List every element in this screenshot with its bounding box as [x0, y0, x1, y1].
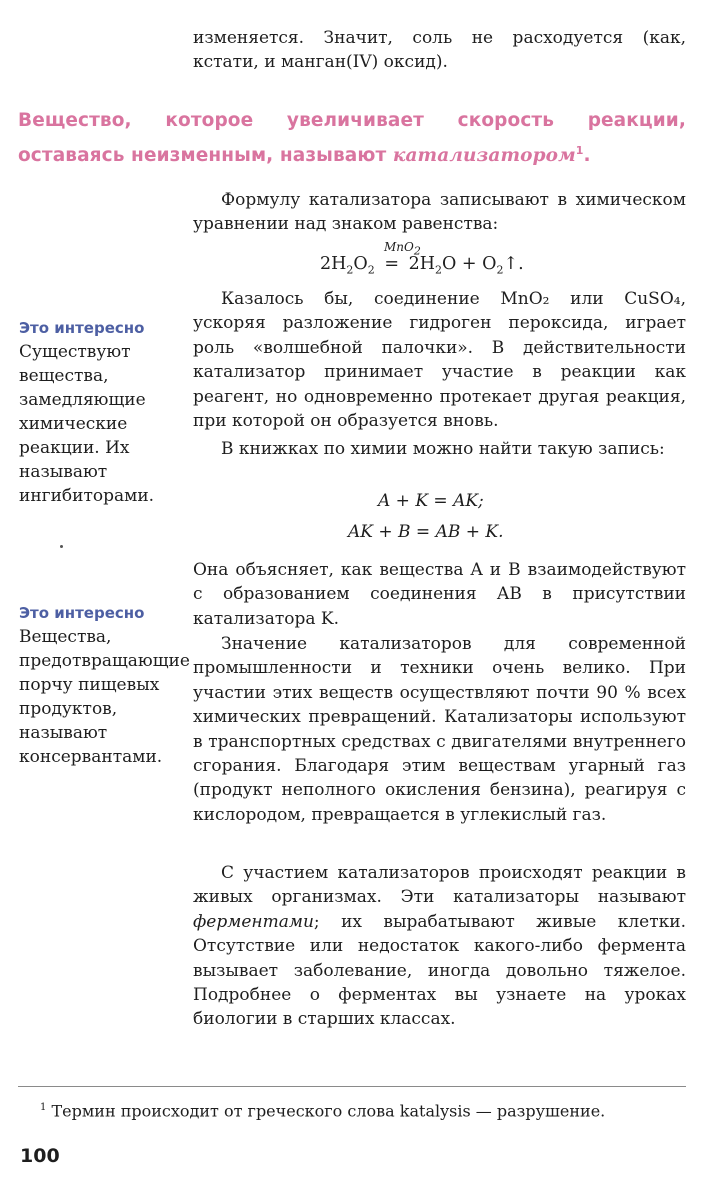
footnote-divider	[18, 1086, 686, 1087]
sidebar-title: Это интересно	[19, 319, 145, 337]
sidebar-inhibitors	[19, 318, 174, 508]
definition-text: Вещество, которое увеличивает скорость реакции, оставаясь неизменным, называют	[18, 110, 686, 167]
sidebar-title: Это интересно	[19, 604, 145, 622]
sidebar-preservatives	[19, 603, 190, 769]
definition-end: .	[583, 145, 591, 167]
equation-decomposition: MnO$_2$ $2H_2O_2 = 2H_2O$ + $O_2↑$.	[320, 240, 524, 277]
equation-catalyst: MnO$_2$	[384, 240, 421, 258]
sidebar-text: Существуют вещества, замедляющие химические реакции. Их называют ингибиторами.	[19, 342, 155, 506]
paragraph-catalyst-formula: Формулу катализатора записывают в химическом уравнении над знаком равенства:	[193, 190, 686, 235]
sidebar-text: Вещества, предотвращающие порчу пищевых продуктов, называют консервантами.	[19, 627, 190, 767]
catalyst-definition	[18, 106, 686, 171]
paragraph-enzymes: С участием катализаторов происходят реакции в живых организмах. Эти катализаторы называют ферментами; их вырабатывают живые клетки. Отсутствие или недостаток какого-либо фермента вызывает заболевание, иногда довольно тяжелое. Подробнее о ферментах вы узнаете на уроках биологии в старших классах.	[193, 863, 686, 1030]
equation-ab: AK + B = AB + K.	[348, 522, 504, 542]
equation-ak: A + K = AK;	[378, 491, 484, 511]
paragraph-books: В книжках по химии можно найти такую запись:	[221, 439, 665, 459]
definition-term: катализатором	[392, 145, 576, 167]
footnote-mark: 1	[575, 144, 584, 157]
page-number: 100	[20, 1145, 60, 1167]
paragraph-importance: Значение катализаторов для современной промышленности и техники очень велико. При участии этих веществ осуществляют почти 90 % всех химических превращений. Катализаторы используют в транспортных средствах с двигателями внутреннего сгорания. Благодаря этим веществам угарный газ (продукт неполного окисления бензина), реагируя с кислородом, превращается в углекислый газ.	[193, 634, 686, 825]
paragraph-explains: Она объясняет, как вещества A и B взаимодействуют с образованием соединения AB в присутствии катализатора K.	[193, 560, 686, 629]
paragraph-magic-wand: Казалось бы, соединение MnO₂ или CuSO₄, ускоряя разложение гидроген пероксида, играет роль «волшебной палочки». В действительности катализатор принимает участие в реакции как реагент, но одновременно протекает другая реакция, при которой он образуется вновь.	[193, 289, 686, 432]
intro-paragraph: изменяется. Значит, соль не расходуется (как, кстати, и манган(IV) оксид).	[193, 28, 686, 73]
footnote-number: 1	[40, 1102, 47, 1113]
footnote: $^1$ Термин происходит от греческого слова katalysis — разрушение.	[40, 1101, 606, 1121]
stray-mark	[60, 545, 63, 548]
enzymes-term: ферментами	[193, 911, 314, 932]
